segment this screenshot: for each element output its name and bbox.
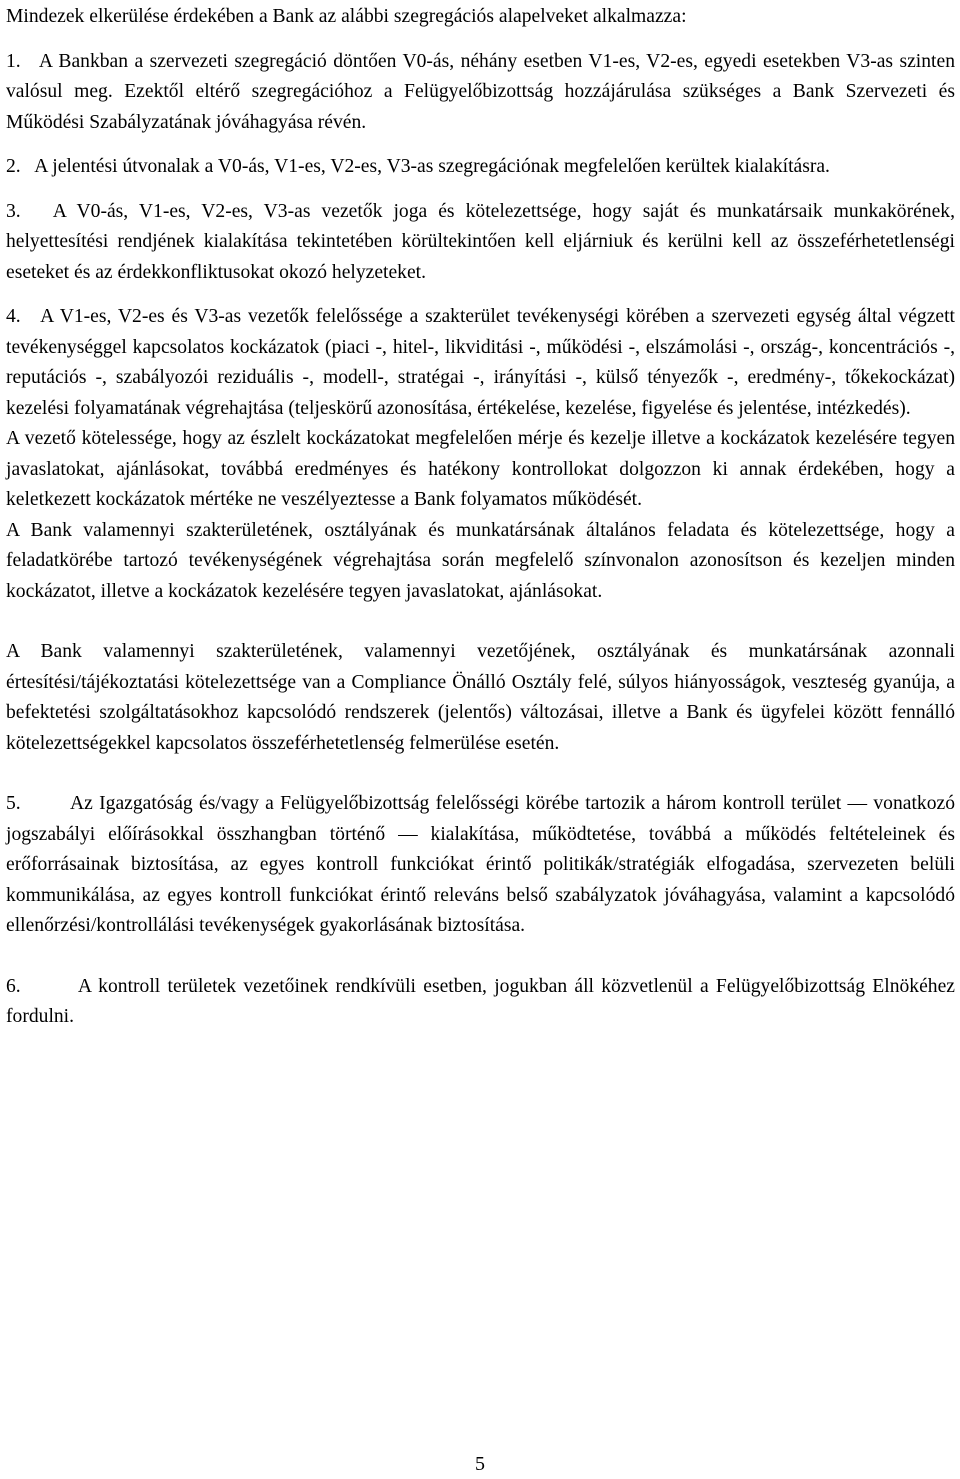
- spacer: [6, 138, 955, 152]
- list-item-6: 6. A kontroll területek vezetőinek rendkívüli esetben, jogukban áll közvetlenül a Felügyelőbizottság Elnökéhez fordulni.: [6, 975, 955, 1027]
- page-number: 5: [475, 1453, 485, 1475]
- spacer: [6, 759, 955, 789]
- spacer: [6, 33, 955, 47]
- list-item-3: 3. A V0-ás, V1-es, V2-es, V3-as vezetők joga és kötelezettsége, hogy saját és munkatársaik munkakörének, helyettesítési rendjének kialakítása tekintetében körültekintően kell eljárniuk és kerülni kell az összeférhetetlenségi eseteket és az érdekkonfliktusokat okozó helyzeteket.: [6, 200, 955, 283]
- spacer: [6, 288, 955, 302]
- list-item-2: 2. A jelentési útvonalak a V0-ás, V1-es, V2-es, V3-as szegregációnak megfelelően kerültek kialakításra.: [6, 156, 830, 177]
- spacer: [6, 183, 955, 197]
- compliance-paragraph: A Bank valamennyi szakterületének, valamennyi vezetőjének, osztályának és munkatársának azonnali értesítési/tájékoztatási kötelezettsége van a Compliance Önálló Osztály felé, súlyos hiányosságok, veszteség gyanúja, a befektetési szolgáltatásokhoz kapcsolódó rendszerek (jelentős) változásai, illetve a Bank és ügyfelei között fennálló kötelezettségekkel kapcsolatos összeférhetetlenség felmerülése esetén.: [6, 641, 955, 754]
- list-item-4: 4. A V1-es, V2-es és V3-as vezetők felelőssége a szakterület tevékenységi körében a szervezeti egység által végzett tevékenységgel kapcsolatos kockázatok (piaci -, hitel-, likviditási -, működési -, elszámolási -, ország-, koncentrációs -, reputációs -, szabályozói reziduális -, modell-, stratégai -, irányítási -, külső tényezők -, eredmény-, tőkekockázat) kezelési folyamatának végrehajtása (teljeskörű azonosítása, értékelése, kezelése, figyelése és jelentése, intézkedés).: [6, 306, 955, 419]
- list-item-1: 1. A Bankban a szervezeti szegregáció döntően V0-ás, néhány esetben V1-es, V2-es, egyedi esetekben V3-as szinten valósul meg. Ezektől eltérő szegregációhoz a Felügyelőbizottság hozzájárulása szükséges a Bank Szervezeti és Működési Szabályzatának jóváhagyása révén.: [6, 50, 955, 133]
- list-item-4-paragraph-3: A Bank valamennyi szakterületének, osztályának és munkatársának általános feladata és kötelezettsége, hogy a feladatkörébe tartozó tevékenységének végrehajtása során megfelelő színvonalon azonosítson és kezeljen minden kockázatot, illetve a kockázatok kezelésére tegyen javaslatokat, ajánlásokat.: [6, 519, 955, 602]
- spacer: [6, 942, 955, 972]
- list-item-4-paragraph-2: A vezető kötelessége, hogy az észlelt kockázatokat megfelelően mérje és kezelje illetve a kockázatok kezelésére tegyen javaslatokat, ajánlásokat, továbbá eredményes és hatékony kontrollokat dolgozzon ki annak érdekében, hogy a keletkezett kockázatok mértéke ne veszélyeztesse a Bank folyamatos működését.: [6, 428, 955, 510]
- intro-paragraph: Mindezek elkerülése érdekében a Bank az alábbi szegregációs alapelveket alkalmazza:: [6, 6, 687, 27]
- document-body: [6, 2, 955, 1033]
- list-item-5: 5. Az Igazgatóság és/vagy a Felügyelőbizottság felelősségi körébe tartozik a három kontroll terület — vonatkozó jogszabályi előírásokkal összhangban történő — kialakítása, működtetése, továbbá a működés feltételeinek és erőforrásainak biztosítása, az egyes kontroll funkciókat érintő politikák/stratégiák elfogadása, szervezeten belüli kommunikálása, az egyes kontroll funkciókat érintő releváns belső szabályzatok jóváhagyása, valamint a kapcsolódó ellenőrzési/kontrollálási tevékenységek gyakorlásának biztosítása.: [6, 793, 955, 936]
- spacer: [6, 607, 955, 637]
